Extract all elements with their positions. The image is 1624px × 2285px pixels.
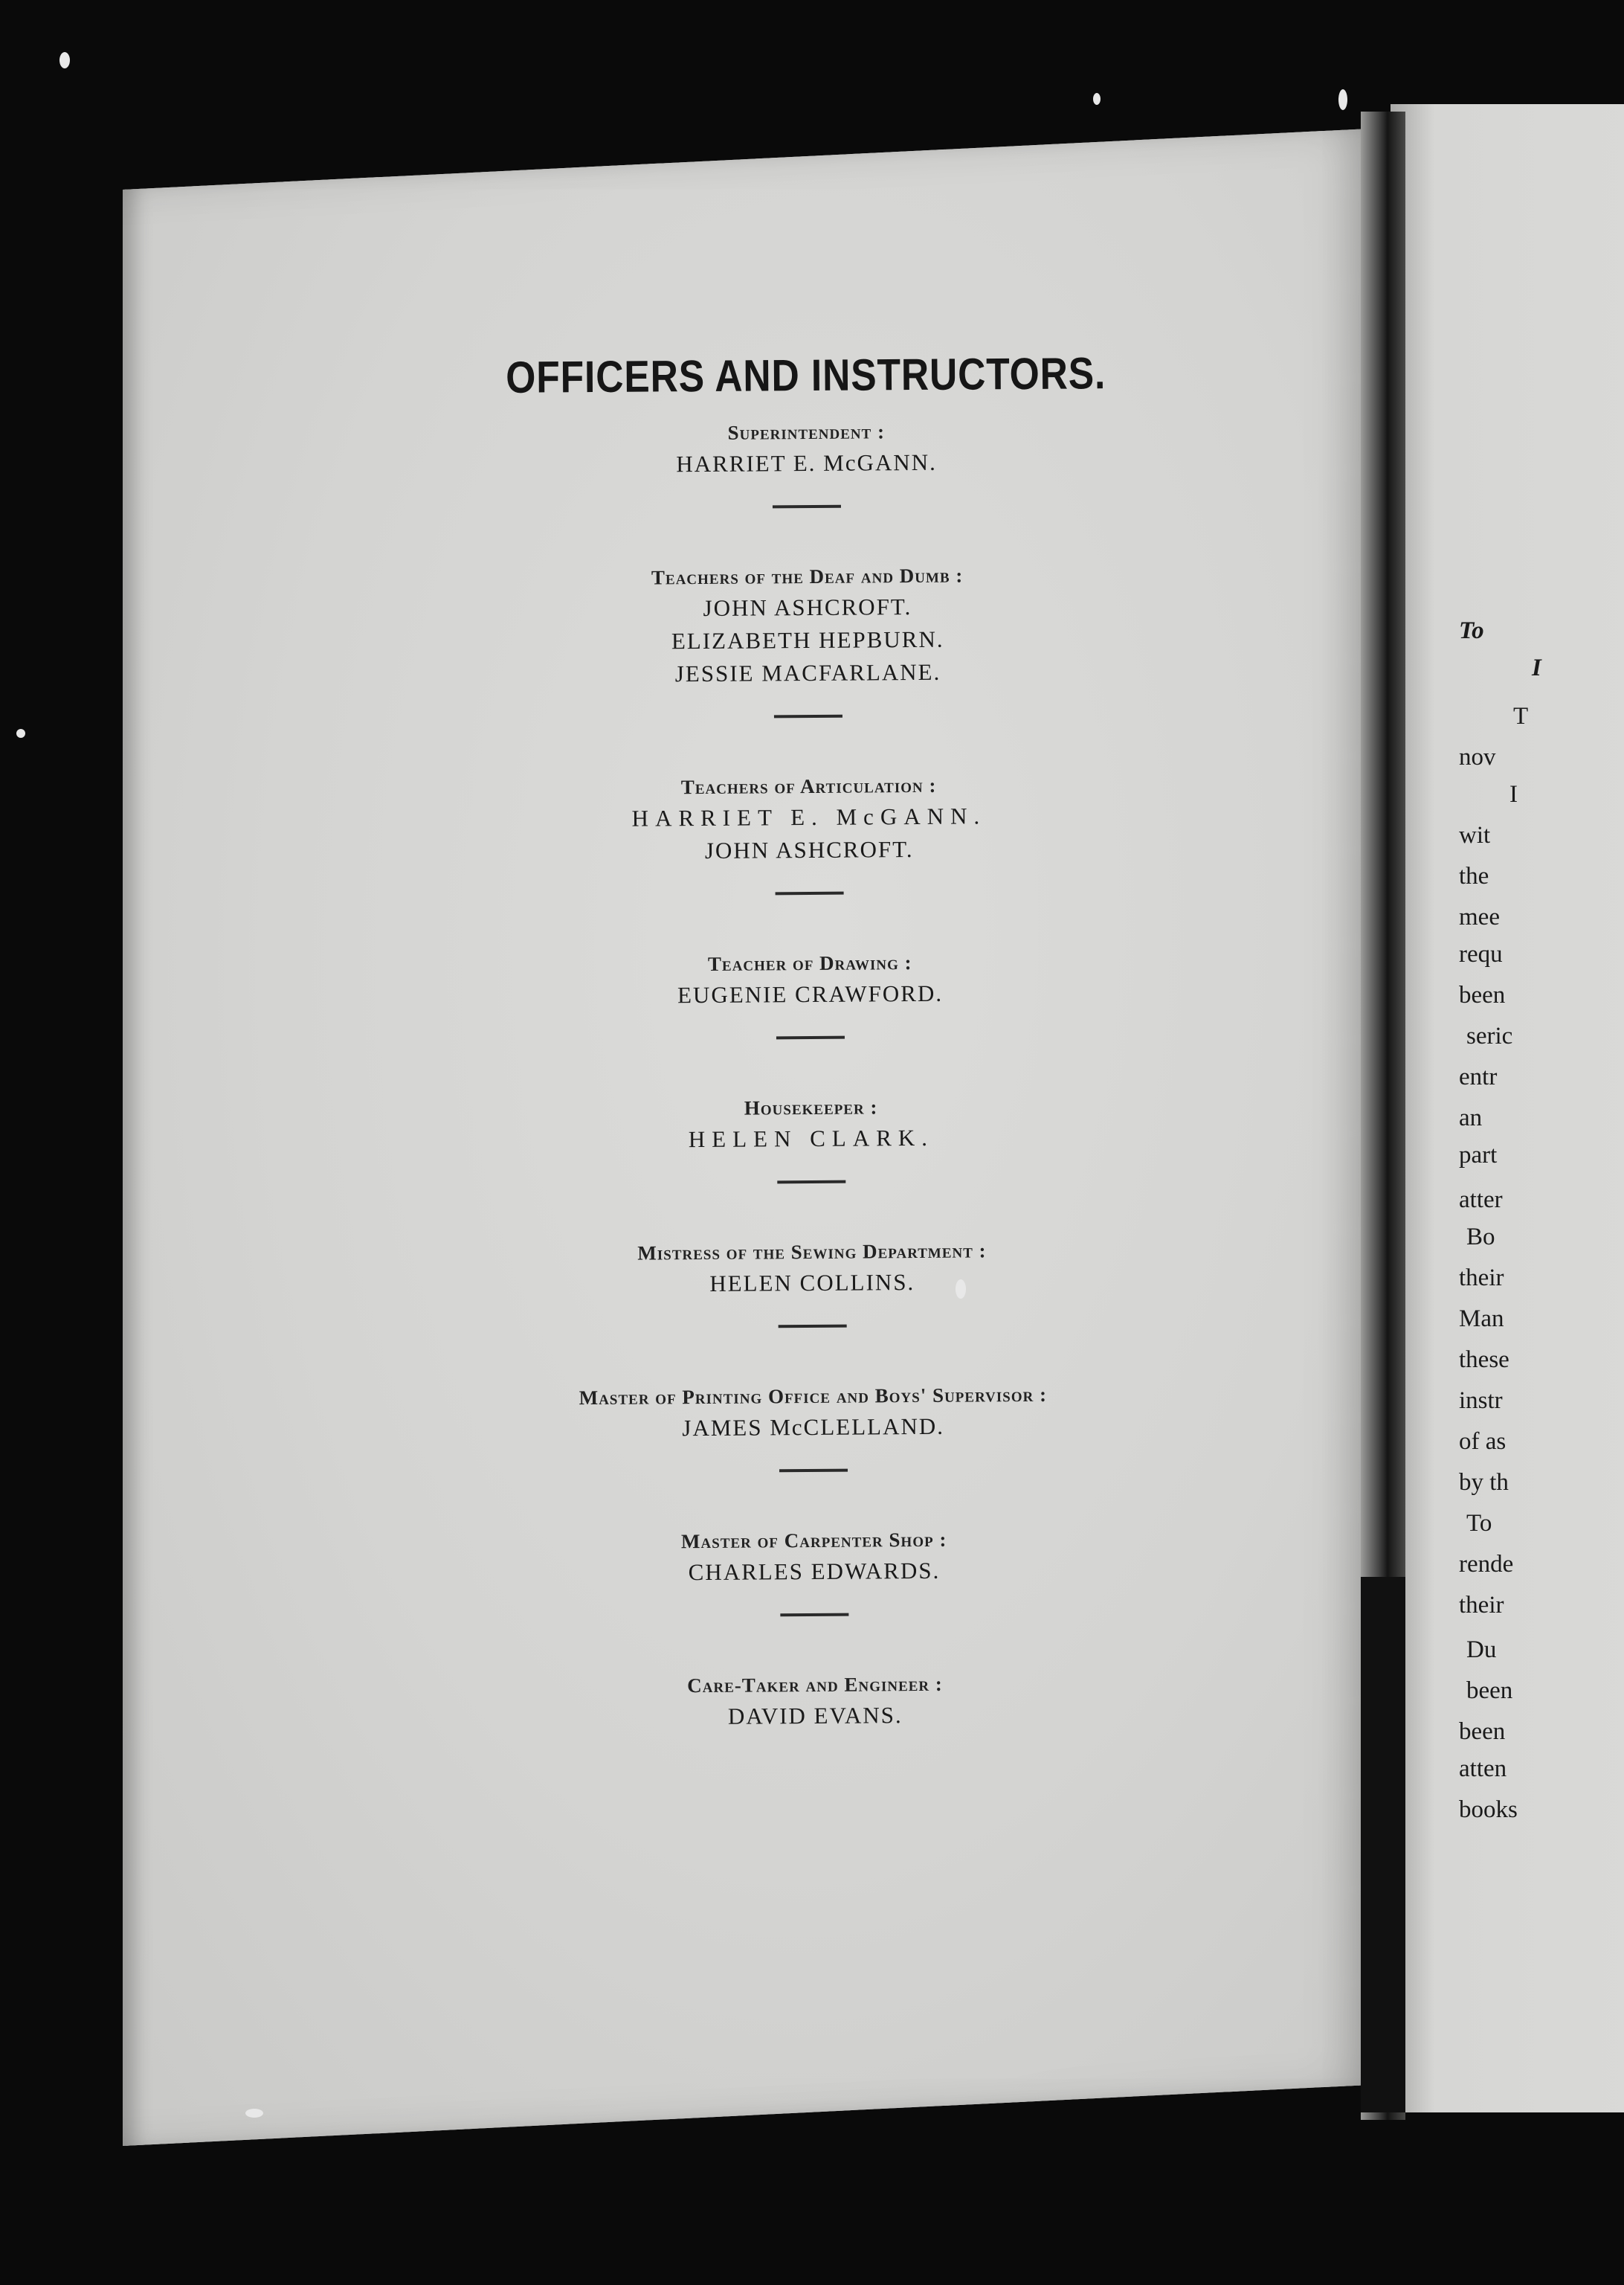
right-page-text-fragment: rende <box>1459 1551 1514 1578</box>
right-page-text-fragment: the <box>1459 863 1489 890</box>
divider-rule <box>779 1325 847 1328</box>
right-page-text-fragment: Du <box>1466 1636 1497 1663</box>
staff-name: HARRIET E. McGANN. <box>631 803 987 832</box>
right-page-text-fragment: mee <box>1459 904 1500 931</box>
right-page-text-fragment: wit <box>1459 822 1491 849</box>
divider-rule <box>779 1469 848 1473</box>
right-page-text-fragment: these <box>1459 1346 1509 1373</box>
right-page-text-fragment: their <box>1459 1592 1504 1619</box>
staff-name: ELIZABETH HEPBURN. <box>671 626 944 655</box>
right-page-text-fragment: part <box>1459 1142 1498 1169</box>
right-page-text-fragment: their <box>1459 1264 1504 1291</box>
role-label: Teachers of the Deaf and Dumb : <box>651 564 964 589</box>
right-page-text-fragment: nov <box>1459 744 1496 771</box>
dust-speck <box>1338 89 1347 110</box>
dust-speck <box>59 52 70 68</box>
role-label: Housekeeper : <box>744 1096 878 1119</box>
right-page-text-fragment: T <box>1513 703 1529 730</box>
role-label: Teachers of Articulation : <box>680 774 937 799</box>
role-label: Master of Printing Office and Boys' Supervisor : <box>579 1383 1048 1410</box>
section-superintendent <box>360 414 1253 483</box>
officers-list <box>360 347 1262 1735</box>
divider-rule <box>777 1180 845 1184</box>
role-label: Superintendent : <box>727 420 886 444</box>
staff-name: HELEN COLLINS. <box>709 1269 915 1296</box>
divider-rule <box>780 1613 848 1617</box>
right-page-text-fragment: Man <box>1459 1305 1504 1332</box>
divider-rule <box>774 715 842 719</box>
dust-speck <box>245 2109 263 2118</box>
staff-name: JOHN ASHCROFT. <box>703 594 912 621</box>
staff-name: EUGENIE CRAWFORD. <box>677 980 944 1009</box>
right-page-text-fragment: To <box>1459 617 1484 644</box>
divider-rule <box>776 1036 845 1040</box>
right-page-text-fragment: been <box>1466 1677 1513 1704</box>
staff-name: DAVID EVANS. <box>727 1702 903 1729</box>
right-page-text-fragment: by th <box>1459 1469 1509 1496</box>
right-page-text-fragment: been <box>1459 982 1506 1009</box>
section-teachers-articulation <box>362 768 1255 870</box>
staff-name: JESSIE MACFARLANE. <box>674 658 941 687</box>
staff-name: HELEN CLARK. <box>688 1124 935 1153</box>
role-label: Master of Carpenter Shop : <box>680 1528 947 1553</box>
section-sewing-mistress <box>366 1234 1259 1302</box>
divider-rule <box>773 505 841 509</box>
section-teacher-drawing <box>364 945 1257 1014</box>
page-title: OFFICERS AND INSTRUCTORS. <box>506 348 1106 402</box>
right-page-text-fragment: Bo <box>1466 1224 1495 1250</box>
dust-speck <box>1093 93 1101 105</box>
staff-name: JOHN ASHCROFT. <box>704 836 914 864</box>
page-shadow <box>1361 1577 1405 2112</box>
right-page-text-fragment: atten <box>1459 1755 1507 1782</box>
dust-speck <box>956 1279 966 1299</box>
role-label: Mistress of the Sewing Department : <box>637 1239 987 1264</box>
right-page-text-fragment: requ <box>1459 941 1503 968</box>
divider-rule <box>776 892 844 896</box>
section-printing-master <box>367 1378 1260 1447</box>
role-label: Care-Taker and Engineer : <box>687 1672 943 1697</box>
right-page-text-fragment: entr <box>1459 1064 1498 1090</box>
right-page-text-fragment: books <box>1459 1796 1518 1823</box>
section-teachers-deaf-dumb <box>361 559 1254 692</box>
right-page <box>1391 104 1624 2112</box>
dust-speck <box>16 729 25 738</box>
right-page-text-fragment: seric <box>1466 1023 1513 1050</box>
role-label: Teacher of Drawing : <box>707 951 912 975</box>
staff-name: HARRIET E. McGANN. <box>676 449 937 478</box>
right-page-text-fragment: an <box>1459 1105 1483 1131</box>
staff-name: CHARLES EDWARDS. <box>688 1557 941 1586</box>
right-page-text-fragment: instr <box>1459 1387 1503 1414</box>
section-carpenter-master <box>368 1523 1261 1591</box>
right-page-text-fragment: I <box>1532 655 1541 681</box>
right-page-text-fragment: been <box>1459 1718 1506 1745</box>
right-page-text-fragment: atter <box>1459 1186 1503 1213</box>
section-housekeeper <box>364 1090 1257 1158</box>
section-caretaker <box>369 1667 1262 1735</box>
staff-name: JAMES McCLELLAND. <box>682 1413 945 1442</box>
right-page-text-fragment: To <box>1466 1510 1492 1537</box>
right-page-text-fragment: I <box>1509 781 1518 808</box>
right-page-text-fragment: of as <box>1459 1428 1507 1455</box>
